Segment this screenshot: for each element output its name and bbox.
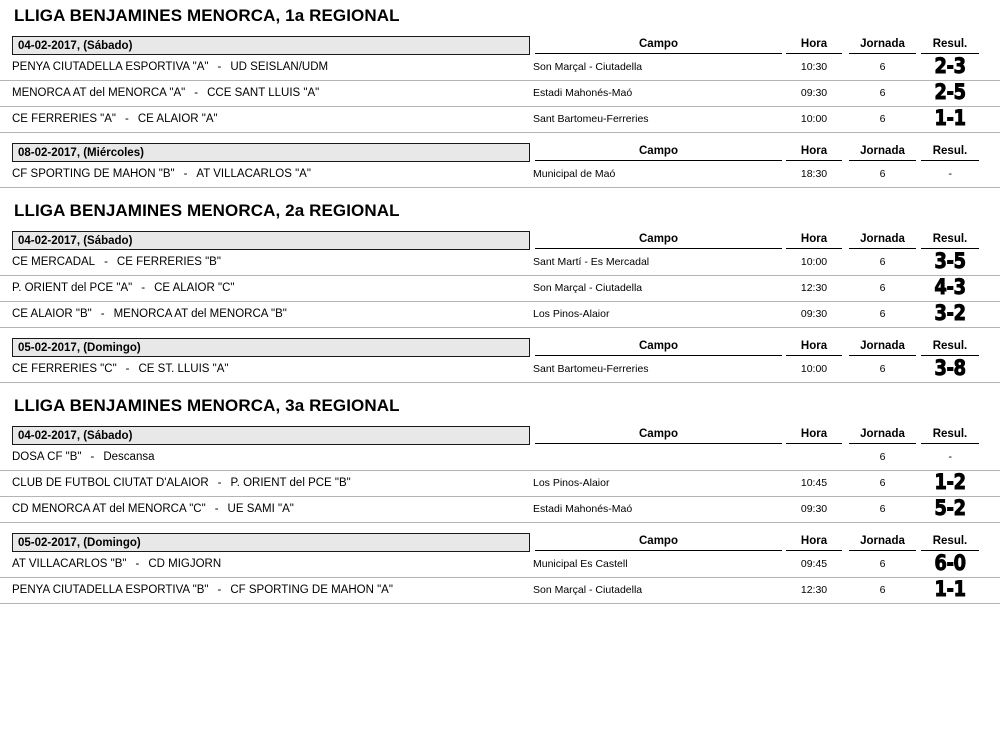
column-header-jornada: Jornada	[849, 144, 916, 161]
away-team: AT VILLACARLOS "A"	[196, 168, 311, 180]
group-header	[0, 338, 1000, 357]
match-teams	[12, 502, 294, 516]
versus-separator: -	[217, 61, 222, 73]
match-result: 4-3	[934, 275, 966, 299]
date-label: 05-02-2017, (Domingo)	[12, 338, 530, 357]
match-result: 2-3	[934, 54, 966, 78]
away-team: P. ORIENT del PCE "B"	[230, 477, 351, 489]
away-team: UE SAMI "A"	[227, 503, 294, 515]
match-result: 2-5	[934, 80, 966, 104]
column-header-hora: Hora	[786, 427, 842, 444]
match-matchday: 6	[879, 308, 886, 320]
match-teams	[12, 362, 228, 376]
match-matchday: 6	[879, 503, 886, 515]
column-header-campo: Campo	[535, 144, 782, 161]
versus-separator: -	[100, 308, 105, 320]
league-title: LLIGA BENJAMINES MENORCA, 1a REGIONAL	[14, 6, 400, 25]
match-venue: Los Pinos-Alaior	[533, 477, 610, 489]
match-venue: Municipal de Maó	[533, 168, 616, 180]
match-result: 6-0	[934, 551, 966, 575]
match-time: 09:30	[800, 503, 828, 515]
match-rows	[0, 357, 1000, 383]
away-team: CD MIGJORN	[148, 558, 222, 570]
match-time: 09:30	[800, 87, 828, 99]
match-matchday: 6	[879, 584, 886, 596]
versus-separator: -	[217, 477, 222, 489]
home-team: CE FERRERIES "A"	[12, 113, 117, 125]
match-time: 10:00	[800, 363, 828, 375]
match-matchday: 6	[879, 256, 886, 268]
date-label: 04-02-2017, (Sábado)	[12, 426, 530, 445]
match-time: 09:30	[800, 308, 828, 320]
group-header	[0, 426, 1000, 445]
match-teams	[12, 557, 221, 571]
match-rows	[0, 250, 1000, 328]
versus-separator: -	[125, 363, 130, 375]
column-header-resul: Resul.	[921, 232, 979, 249]
match-matchday: 6	[879, 558, 886, 570]
column-header-jornada: Jornada	[849, 534, 916, 551]
match-matchday: 6	[879, 113, 886, 125]
table-row[interactable]	[0, 578, 1000, 604]
away-team: Descansa	[103, 451, 155, 463]
column-header-resul: Resul.	[921, 427, 979, 444]
match-result: -	[948, 168, 952, 180]
table-row[interactable]	[0, 250, 1000, 276]
table-row[interactable]	[0, 276, 1000, 302]
versus-separator: -	[104, 256, 108, 268]
column-header-jornada: Jornada	[849, 232, 916, 249]
versus-separator: -	[217, 584, 222, 596]
table-row[interactable]	[0, 445, 1000, 471]
column-header-jornada: Jornada	[849, 37, 916, 54]
group-header	[0, 143, 1000, 162]
match-rows	[0, 445, 1000, 523]
table-row[interactable]	[0, 302, 1000, 328]
column-header-campo: Campo	[535, 339, 782, 356]
league-section	[0, 0, 1000, 188]
match-venue: Son Marçal - Ciutadella	[533, 282, 643, 294]
match-venue: Estadi Mahonés-Maó	[533, 87, 633, 99]
home-team: P. ORIENT del PCE "A"	[12, 282, 133, 294]
group-header	[0, 36, 1000, 55]
home-team: CE FERRERIES "C"	[12, 363, 117, 375]
match-time: 10:00	[800, 113, 828, 125]
home-team: CF SPORTING DE MAHON "B"	[12, 168, 175, 180]
match-venue: Los Pinos-Alaior	[533, 308, 610, 320]
table-row[interactable]	[0, 471, 1000, 497]
versus-separator: -	[90, 451, 95, 463]
match-matchday: 6	[879, 168, 886, 180]
match-matchday: 6	[879, 282, 886, 294]
home-team: MENORCA AT del MENORCA "A"	[12, 87, 186, 99]
home-team: PENYA CIUTADELLA ESPORTIVA "A"	[12, 61, 209, 73]
date-group	[0, 36, 1000, 133]
versus-separator: -	[183, 168, 188, 180]
home-team: CD MENORCA AT del MENORCA "C"	[12, 503, 206, 515]
match-venue: Sant Bartomeu-Ferreries	[533, 363, 649, 375]
match-teams	[12, 281, 234, 295]
match-rows	[0, 552, 1000, 604]
match-result: 1-2	[934, 470, 966, 494]
match-matchday: 6	[879, 363, 886, 375]
match-venue: Municipal Es Castell	[533, 558, 628, 570]
versus-separator: -	[141, 282, 146, 294]
match-time: 10:30	[800, 61, 828, 73]
match-venue: Estadi Mahonés-Maó	[533, 503, 633, 515]
match-teams	[12, 476, 351, 490]
match-matchday: 6	[879, 451, 886, 463]
home-team: CE ALAIOR "B"	[12, 308, 92, 320]
table-row[interactable]	[0, 357, 1000, 383]
versus-separator: -	[135, 558, 140, 570]
column-header-resul: Resul.	[921, 144, 979, 161]
match-venue: Sant Martí - Es Mercadal	[533, 256, 650, 268]
match-result: 5-2	[934, 496, 966, 520]
column-header-campo: Campo	[535, 534, 782, 551]
table-row[interactable]	[0, 497, 1000, 523]
column-header-hora: Hora	[786, 144, 842, 161]
table-row[interactable]	[0, 552, 1000, 578]
date-group	[0, 426, 1000, 523]
match-venue: Sant Bartomeu-Ferreries	[533, 113, 649, 125]
match-matchday: 6	[879, 61, 886, 73]
column-header-jornada: Jornada	[849, 339, 916, 356]
league-title: LLIGA BENJAMINES MENORCA, 3a REGIONAL	[14, 396, 400, 415]
column-header-jornada: Jornada	[849, 427, 916, 444]
date-group	[0, 338, 1000, 383]
column-header-resul: Resul.	[921, 37, 979, 54]
column-header-hora: Hora	[786, 232, 842, 249]
column-header-resul: Resul.	[921, 339, 979, 356]
match-teams	[12, 167, 311, 181]
away-team: CE ALAIOR "A"	[137, 113, 218, 125]
versus-separator: -	[214, 503, 219, 515]
table-row[interactable]	[0, 81, 1000, 107]
column-header-resul: Resul.	[921, 534, 979, 551]
versus-separator: -	[194, 87, 199, 99]
match-rows	[0, 55, 1000, 133]
home-team: DOSA CF "B"	[12, 451, 82, 463]
match-result: 1-1	[934, 577, 966, 601]
column-header-hora: Hora	[786, 339, 842, 356]
league-title: LLIGA BENJAMINES MENORCA, 2a REGIONAL	[14, 201, 400, 220]
column-header-campo: Campo	[535, 232, 782, 249]
match-result: 1-1	[934, 106, 966, 130]
column-header-hora: Hora	[786, 534, 842, 551]
match-teams	[12, 583, 393, 597]
match-teams	[12, 60, 328, 74]
group-header	[0, 231, 1000, 250]
group-header	[0, 533, 1000, 552]
match-venue: Son Marçal - Ciutadella	[533, 584, 643, 596]
column-header-campo: Campo	[535, 37, 782, 54]
away-team: CF SPORTING DE MAHON "A"	[230, 584, 393, 596]
table-row[interactable]	[0, 107, 1000, 133]
match-matchday: 6	[879, 87, 886, 99]
match-result: -	[948, 451, 952, 463]
date-group	[0, 533, 1000, 604]
date-label: 04-02-2017, (Sábado)	[12, 231, 530, 250]
column-header-campo: Campo	[535, 427, 782, 444]
away-team: UD SEISLAN/UDM	[230, 61, 329, 73]
league-section	[0, 383, 1000, 604]
match-teams	[12, 86, 319, 100]
match-venue: Son Marçal - Ciutadella	[533, 61, 643, 73]
versus-separator: -	[125, 113, 129, 125]
match-result: 3-5	[934, 249, 966, 273]
match-teams	[12, 255, 221, 269]
date-group	[0, 143, 1000, 188]
match-time: 12:30	[800, 584, 828, 596]
away-team: CE FERRERIES "B"	[116, 256, 221, 268]
home-team: CLUB DE FUTBOL CIUTAT D'ALAIOR	[12, 477, 209, 489]
away-team: CE ALAIOR "C"	[154, 282, 235, 294]
date-label: 04-02-2017, (Sábado)	[12, 36, 530, 55]
date-group	[0, 231, 1000, 328]
match-time: 10:00	[800, 256, 828, 268]
away-team: CE ST. LLUIS "A"	[138, 363, 229, 375]
match-teams	[12, 307, 287, 321]
match-rows	[0, 162, 1000, 188]
match-result: 3-2	[934, 301, 966, 325]
match-time: 10:45	[800, 477, 828, 489]
date-label: 05-02-2017, (Domingo)	[12, 533, 530, 552]
match-time: 12:30	[800, 282, 828, 294]
away-team: MENORCA AT del MENORCA "B"	[113, 308, 287, 320]
match-matchday: 6	[879, 477, 886, 489]
match-teams	[12, 112, 218, 126]
match-result: 3-8	[934, 356, 966, 380]
home-team: AT VILLACARLOS "B"	[12, 558, 127, 570]
home-team: CE MERCADAL	[12, 256, 96, 268]
match-time: 09:45	[800, 558, 828, 570]
league-section	[0, 188, 1000, 383]
match-teams	[12, 450, 155, 464]
table-row[interactable]	[0, 162, 1000, 188]
column-header-hora: Hora	[786, 37, 842, 54]
away-team: CCE SANT LLUIS "A"	[207, 87, 320, 99]
table-row[interactable]	[0, 55, 1000, 81]
home-team: PENYA CIUTADELLA ESPORTIVA "B"	[12, 584, 209, 596]
match-time: 18:30	[800, 168, 828, 180]
date-label: 08-02-2017, (Miércoles)	[12, 143, 530, 162]
